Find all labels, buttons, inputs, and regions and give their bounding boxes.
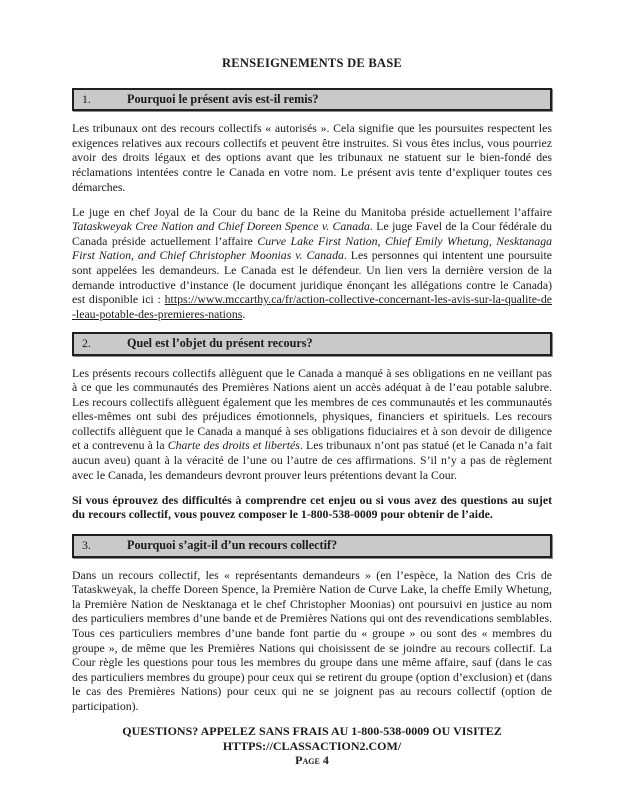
text-run: . Les tribunaux n’ont pas statué (et le Canada n’a fait aucun aveu) quant à la véracité de l’une ou l’autre de ces affirmations. S’il n’y a pas de règlement avec le Canada, les demandeurs devront prouver leurs prétentions devant la Cour.: [72, 438, 552, 482]
section-1-header-bar: [72, 88, 552, 112]
section-1-paragraph-2: [72, 205, 552, 322]
footer-site-line: HTTPS://CLASSACTION2.COM/: [222, 738, 402, 753]
case-name-curve-lake: Curve Lake First Nation, Chief Emily Whetung, Nesktanaga First Nation, and Chief Christopher Moonias v. Canada: [72, 233, 553, 263]
text-run: .: [242, 306, 246, 321]
page-number: Page 4: [295, 753, 329, 768]
footer-call-line: QUESTIONS? APPELEZ SANS FRAIS AU 1-800-538-0009 OU VISITEZ: [122, 723, 502, 738]
statement-of-claim-link[interactable]: https://www.mccarthy.ca/fr/action-collective-concernant-les-avis-sur-la-qualite-de-leau-potable-des-premieres-nations: [72, 292, 552, 321]
text-run: . Le juge Favel de la Cour fédérale du Canada préside actuellement l’affaire: [72, 219, 552, 248]
text-run: Les présents recours collectifs allèguent que le Canada a manqué à ses obligations en ne veillant pas à ce que les communautés des Premières Nations aient un accès adéquat à de l’eau potable salubre. Les recours collectifs allèguent également que les membres de ces communautés et les communautés elles-mêmes ont subi des préjudices émotionnels, physiques, financiers et spirituels. Les recours collectifs allèguent que le Canada a manqué à ses obligations fiduciaires et à son devoir de diligence et a contrevenu à la: [72, 365, 552, 453]
section-1-paragraph-1: Les tribunaux ont des recours collectifs « autorisés ». Cela signifie que les poursuites respectent les exigences relatives aux recours collectifs et peuvent être instruites. Si vous êtes inclus, vous pourriez avoir des droits légaux et des options avant que les tribunaux ne statuent sur le bien-fondé des réclamations intentées contre le Canada en votre nom. Le présent avis tente d’expliquer toutes ces démarches.: [72, 121, 552, 194]
case-name-tataskweyak: Tataskweyak Cree Nation and Chief Doreen Spence v. Canada: [72, 219, 370, 234]
section-3-paragraph-1: Dans un recours collectif, les « représentants demandeurs » (en l’espèce, la Nation des Cris de Tataskweyak, la cheffe Doreen Spence, la Première Nation de Curve Lake, la cheffe Emily Whetung, la Première Nation de Nesktanaga et le chef Christopher Moonias) ont poursuivi en justice au nom des particuliers membres d’une bande et de Premières Nations qui ont des revendications semblables. Tous ces particuliers membres d’une bande font partie du « groupe » ou sont des « membres du groupe », de même que les Premières Nations qui choisissent de se joindre au recours collectif. La Cour règle les questions pour tous les membres du groupe dans une même affaire, sauf (dans le cas des particuliers membres du groupe) pour ceux qui se retirent du groupe (option d’exclusion) et (dans le cas des Premières Nations) pour ceux qui ne se joignent pas au recours collectif (option de participation).: [72, 567, 552, 713]
section-2-header-bar: [72, 332, 552, 356]
section-3-header-bar: [72, 534, 552, 558]
section-2-heading: Quel est l’objet du présent recours?: [127, 335, 313, 350]
section-3-heading: Pourquoi s’agit-il d’un recours collectif?: [127, 537, 338, 552]
section-2-number: 2.: [82, 335, 91, 350]
help-phone-notice: Si vous éprouvez des difficultés à comprendre cet enjeu ou si vous avez des questions au sujet du recours collectif, vous pouvez composer le 1-800-538-0009 pour obtenir de l’aide.: [72, 492, 552, 522]
section-1-number: 1.: [82, 91, 91, 106]
text-run: Le juge en chef Joyal de la Cour du banc de la Reine du Manitoba préside actuellement l’affaire: [72, 204, 552, 219]
section-1-heading: Pourquoi le présent avis est-il remis?: [127, 91, 319, 106]
page-footer: [72, 724, 552, 768]
page-title: RENSEIGNEMENTS DE BASE: [221, 56, 403, 70]
charter-reference: Charte des droits et libertés: [167, 438, 300, 453]
section-2-paragraph-1: [72, 366, 552, 483]
text-run: . Les personnes qui intentent une poursuite sont appelées les demandeurs. Le Canada est le défendeur. Un lien vers la dernière version de la demande introductive d’instance (le document juridique énonçant les allégations contre le Canada) est disponible ici :: [72, 248, 552, 307]
section-3-number: 3.: [82, 537, 91, 552]
